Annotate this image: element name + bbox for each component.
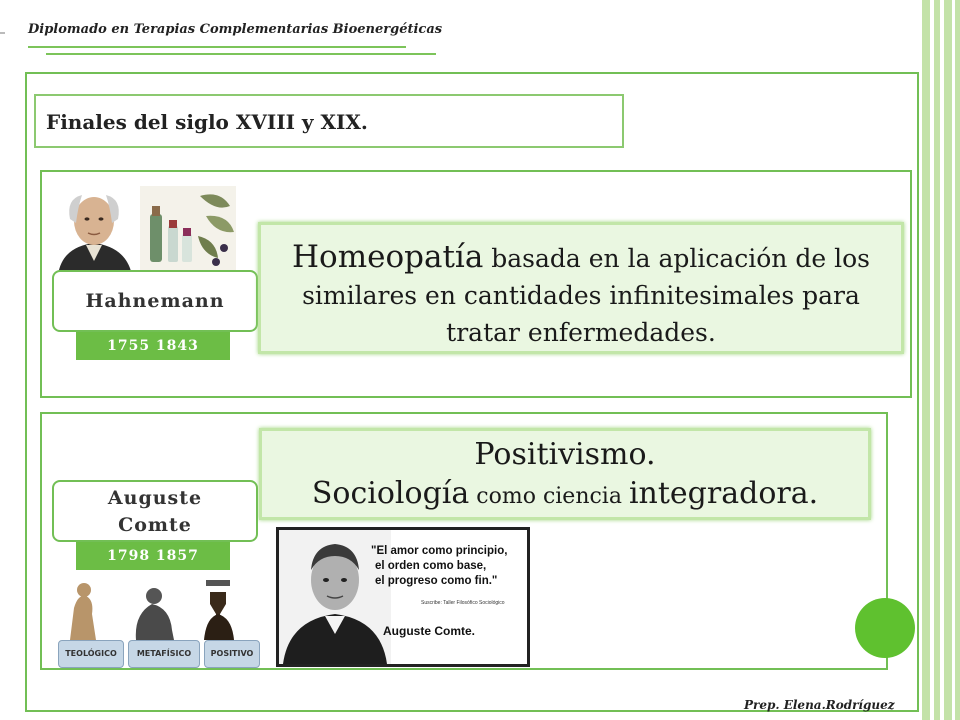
positivism-description <box>259 428 871 520</box>
hahnemann-portrait <box>48 185 140 275</box>
hahnemann-name-label <box>52 270 258 332</box>
homeopathy-remedies-image <box>140 186 236 270</box>
comte-first-name: Auguste <box>107 487 203 509</box>
header-rule <box>28 46 406 48</box>
positivism-title: Positivismo. <box>474 437 656 472</box>
comte-dates: 1798 1857 <box>76 542 230 570</box>
homeopathy-term: Homeopatía <box>292 239 484 275</box>
stage-metaphysical: METAFÍSICO <box>128 640 200 668</box>
homeopathy-definition: basada en la aplicación de los similares en cantidades infinitesimales para tratar enfermedades. <box>302 244 870 347</box>
homeopathy-description <box>258 222 904 354</box>
stage-theological: TEOLÓGICO <box>58 640 124 668</box>
comte-last-name: Comte <box>118 514 192 536</box>
quote-line-2: el orden como base, <box>375 560 487 572</box>
decorative-side-stripes <box>918 0 960 720</box>
sociology-connector: como ciencia <box>469 484 629 509</box>
hahnemann-dates: 1755 1843 <box>76 332 230 360</box>
comte-name-label <box>52 480 258 542</box>
stage-positive: POSITIVO <box>204 640 260 668</box>
edge-mark <box>0 32 5 34</box>
sociology-line <box>270 474 860 516</box>
sociology-qualifier: integradora. <box>628 476 819 511</box>
comte-quote-image <box>276 527 530 667</box>
quote-author: Auguste Comte. <box>383 624 476 638</box>
quote-source: Suscribe: Taller Filosófico Sociológico <box>421 600 505 606</box>
hahnemann-name: Hahnemann <box>85 290 225 312</box>
quote-line-3: el progreso como fin." <box>375 575 498 587</box>
quote-line-1: "El amor como principio, <box>371 545 508 557</box>
course-title: Diplomado en Terapias Complementarias Bioenergéticas <box>28 22 443 37</box>
header-rule-secondary <box>46 53 436 55</box>
decorative-green-circle <box>855 598 915 658</box>
three-stages-image <box>56 574 262 640</box>
sociology-term: Sociología <box>311 476 470 511</box>
section-title: Finales del siglo XVIII y XIX. <box>34 94 624 148</box>
presenter-credit: Prep. Elena.Rodríguez <box>744 698 895 712</box>
